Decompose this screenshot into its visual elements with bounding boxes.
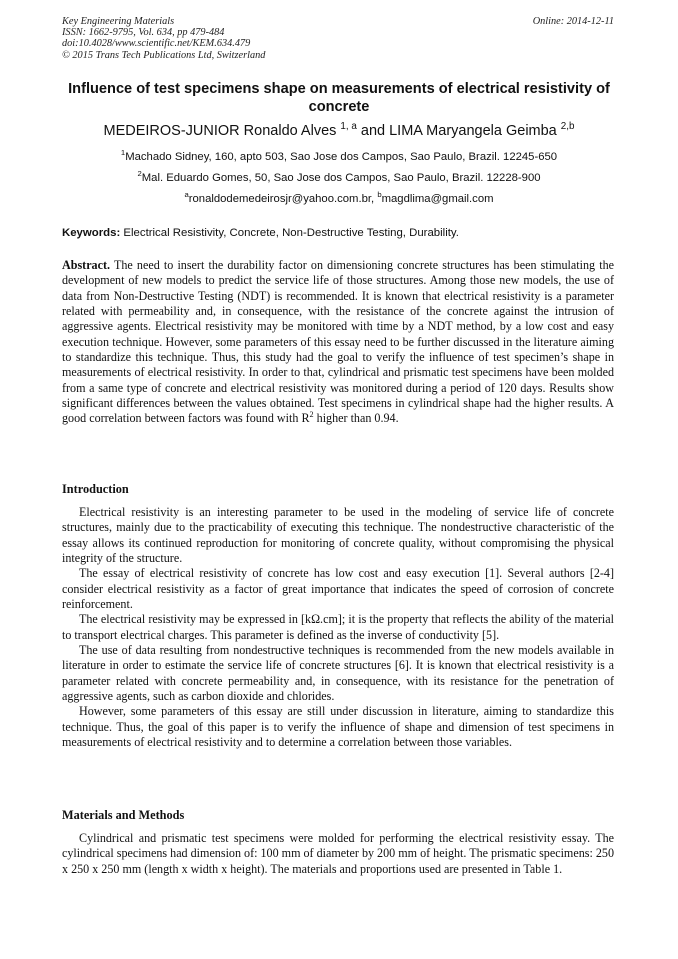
keywords bbox=[62, 226, 616, 240]
affiliation-2 bbox=[62, 171, 616, 185]
email-b: magdlima@gmail.com bbox=[381, 193, 494, 205]
affiliation-1-mark: 1 bbox=[120, 148, 126, 158]
methods-paragraph: Cylindrical and prismatic test specimens were molded for performing the electrical resistivity essay. The cylindrical specimens had dimension of: 100 mm of diameter by 200 mm of height. The prismatic specimens: 250 x 250 x 250 mm (length x width x height). The materials and proportions used are presented in Table 1. bbox=[62, 831, 614, 876]
methods-heading: Materials and Methods bbox=[62, 808, 185, 822]
abstract-text: The need to insert the durability factor on dimensioning concrete structures has been stimulating the development of new models to predict the service life of those structures. Among those new models, the use of data from Non-Destructive Testing (NDT) is recommended. It is known that electrical resistivity is a parameter related with permeability and, in consequence, with the resistance of the concrete against the intrusion of aggressive agents. Electrical resistivity may be monitored with time by a NDT method, by a low cost and easy execution technique. However, some parameters of this essay need to be further discussed in the literature aiming to standardize this technique. Thus, this study had the goal to verify the influence of test specimen’s shape in measurements of electrical resistivity. In order to that, cylindrical and prismatic test specimens have been molded from a same type of concrete and electrical resistivity was monitored during a period of 120 days. Results show significant differences between the values obtained. Test specimens in cylindrical shape had the higher results. A good correlation between factors was found with R bbox=[62, 258, 614, 426]
author-conjunction: and bbox=[360, 123, 386, 139]
methods-section bbox=[62, 831, 614, 877]
affiliation-2-text: Mal. Eduardo Gomes, 50, Sao Jose dos Campos, Sao Paulo, Brazil. 12228-900 bbox=[141, 172, 541, 184]
keywords-label: Keywords: bbox=[62, 227, 121, 239]
journal-meta bbox=[62, 16, 265, 61]
introduction-heading: Introduction bbox=[62, 482, 129, 496]
author-1-affiliation-mark: 1, a bbox=[340, 121, 357, 133]
abstract-tail: higher than 0.94. bbox=[313, 411, 399, 426]
journal-name: Key Engineering Materials bbox=[62, 16, 175, 27]
online-date: Online: 2014-12-11 bbox=[532, 16, 614, 27]
email-line bbox=[62, 192, 616, 206]
abstract bbox=[62, 258, 614, 427]
affiliation-1 bbox=[62, 150, 616, 164]
introduction-paragraph: However, some parameters of this essay are still under discussion in literature, aiming to standardize this technique. Thus, the goal of this paper is to verify the influence of shape and dimension of test specimens in measurements of electrical resistivity and to determine a correlation between those variables. bbox=[62, 704, 614, 750]
introduction-paragraph: The electrical resistivity may be expressed in [kΩ.cm]; it is the property that reflects the ability of the material to transport electrical charges. This parameter is defined as the inverse of conductivity [5]. bbox=[62, 612, 614, 642]
author-1: MEDEIROS-JUNIOR Ronaldo Alves bbox=[103, 123, 337, 139]
affiliation-1-text: Machado Sidney, 160, apto 503, Sao Jose dos Campos, Sao Paulo, Brazil. 12245-650 bbox=[125, 151, 558, 163]
paper-title: Influence of test specimens shape on measurements of electrical resistivity of concrete bbox=[68, 81, 610, 115]
issn-line: ISSN: 1662-9795, Vol. 634, pp 479-484 bbox=[62, 27, 225, 39]
author-2-affiliation-mark: 2,b bbox=[560, 121, 575, 133]
author-2: LIMA Maryangela Geimba bbox=[389, 123, 557, 139]
introduction-section bbox=[62, 505, 614, 751]
introduction-paragraph: Electrical resistivity is an interesting parameter to be used in the modeling of service life of concrete structures, mainly due to the practicability of executing this technique. The nondestructive characteristic of the essay allows its continued reproduction for monitoring of concrete quality, without compromising the physical integrity of the structure. bbox=[62, 505, 614, 566]
email-a-mark: a bbox=[184, 190, 189, 200]
introduction-paragraph: The use of data resulting from nondestructive techniques is recommended from the new models available in literature in order to estimate the service life of concrete structures [6]. It is known that electrical resistivity is a parameter related with concrete permeability and, in consequence, with its resistance for the penetration of aggressive agents, such as carbon dioxide and chlorides. bbox=[62, 643, 614, 704]
abstract-superscript: 2 bbox=[309, 410, 314, 420]
copyright-line: © 2015 Trans Tech Publications Ltd, Switzerland bbox=[62, 49, 266, 61]
keywords-text: Electrical Resistivity, Concrete, Non-Destructive Testing, Durability. bbox=[123, 227, 459, 239]
author-line bbox=[62, 122, 616, 140]
email-a: ronaldodemedeirosjr@yahoo.com.br, bbox=[188, 193, 375, 205]
affiliation-2-mark: 2 bbox=[137, 169, 142, 179]
introduction-paragraph: The essay of electrical resistivity of concrete has low cost and easy execution [1]. Several authors [2-4] consider electrical resistivity as a factor of great importance that indicates the speed of corrosion of concrete reinforcement. bbox=[62, 566, 614, 612]
doi-line: doi:10.4028/www.scientific.net/KEM.634.479 bbox=[62, 38, 251, 50]
email-b-mark: b bbox=[377, 190, 382, 200]
abstract-label: Abstract. bbox=[62, 258, 111, 272]
